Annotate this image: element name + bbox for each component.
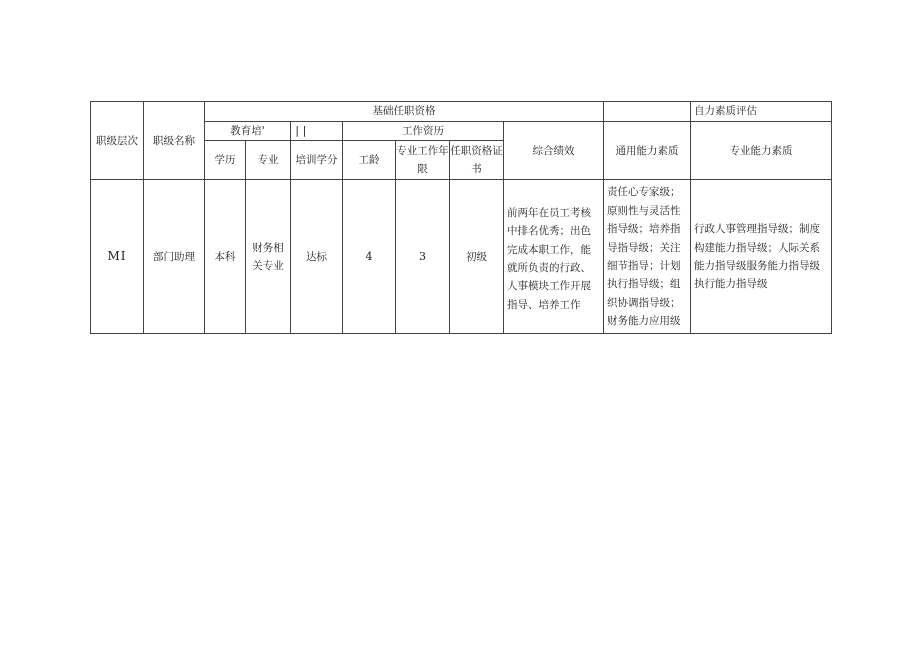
education-training-header: 教育培' — [205, 122, 291, 141]
major-header: 专业 — [246, 141, 291, 180]
professional-ability-cell: 行政人事管理指导级；制度构建能力指导级；人际关系能力指导级服务能力指导级执行能力指导级 — [691, 180, 832, 334]
level-cell: MI — [91, 180, 144, 334]
position-name-header: 职级名称 — [144, 102, 205, 180]
general-ability-header: 通用能力素质 — [604, 122, 691, 180]
professional-ability-header: 专业能力素质 — [691, 122, 832, 180]
performance-cell: 前两年在员工考核中排名优秀；出色完成本职工作，能就所负责的行政、人事模块工作开展指导、培养工作 — [504, 180, 604, 334]
certificate-header: 任职资格证书 — [450, 141, 504, 180]
ability-eval-header: 自力素质评估 — [691, 102, 832, 122]
seniority-cell: 4 — [343, 180, 396, 334]
basic-qualification-header: 基础任职资格 — [205, 102, 604, 122]
professional-years-cell: 3 — [396, 180, 450, 334]
training-credit-header: 培训学分 — [291, 141, 343, 180]
professional-years-header: 专业工作年限 — [396, 141, 450, 180]
position-name-cell: 部门助理 — [144, 180, 205, 334]
education-header: 学历 — [205, 141, 246, 180]
table-row — [91, 180, 832, 334]
training-credit-cell: 达标 — [291, 180, 343, 334]
education-cell: 本科 — [205, 180, 246, 334]
major-cell: 财务相关专业 — [246, 180, 291, 334]
qualification-table — [90, 101, 832, 334]
general-ability-cell: 责任心专家级；原则性与灵活性指导级；培养指导指导级；关注细节指导；计划执行指导级；组织协调指导级；财务能力应用级 — [604, 180, 691, 334]
performance-header: 综合绩效 — [504, 122, 604, 180]
education-marker: || — [291, 122, 343, 141]
work-experience-header: 工作资历 — [343, 122, 504, 141]
ability-eval-blank — [604, 102, 691, 122]
certificate-cell: 初级 — [450, 180, 504, 334]
level-header: 职级层次 — [91, 102, 144, 180]
seniority-header: 工龄 — [343, 141, 396, 180]
